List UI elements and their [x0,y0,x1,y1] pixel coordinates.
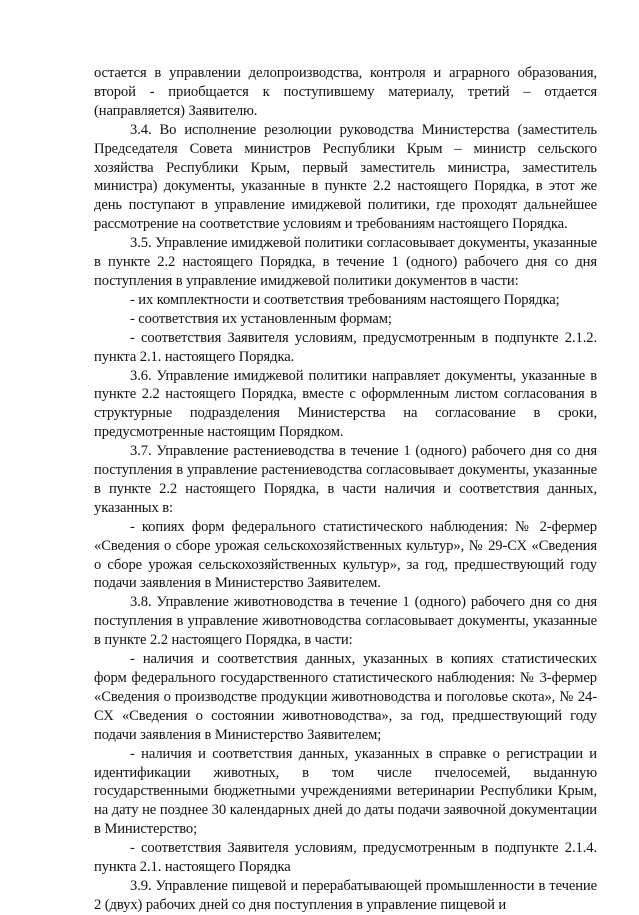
paragraph-3-5: 3.5. Управление имиджевой политики согласовывает документы, указанные в пункте 2.2 настоящего Порядка, в течение 1 (одного) рабочего дня со дня поступления в управление имиджевой политики документов в части: [94,235,597,289]
paragraph-3-6: 3.6. Управление имиджевой политики направляет документы, указанные в пункте 2.2 настоящего Порядка, вместе с оформленным листом согласования в структурные подразделения Министерства на согласование в сроки, предусмотренные настоящим Порядком. [94,367,597,441]
paragraph-3-8: 3.8. Управление животноводства в течение 1 (одного) рабочего дня со дня поступления в управление животноводства согласовывает документы, указанные в пункте 2.2 настоящего Порядка, в части: [94,594,597,649]
list-item: - копиях форм федерального статистического наблюдения: № 2-фермер «Сведения о сборе урожая сельскохозяйственных культур», № 29-СХ «Сведения о сборе урожая сельскохозяйственных культур», за год, предшествующий году подачи заявления в Министерство Заявителем. [94,518,597,592]
paragraph-3-7: 3.7. Управление растениеводства в течение 1 (одного) рабочего дня со дня поступления в управление растениеводства согласовывает документы, указанные в пункте 2.2 настоящего Порядка, в части наличия и соответствия данных, указанных в: [94,443,597,516]
paragraph-3-9: 3.9. Управление пищевой и перерабатывающей промышленности в течение 2 (двух) рабочих дней со дня поступления в управление пищевой и [94,877,597,913]
list-item: - наличия и соответствия данных, указанных в копиях статистических форм федерального государственного статистического наблюдения: № 3-фермер «Сведения о производстве продукции животноводства и поголовье скота», № 24-СХ «Сведения о состоянии животноводства», за год, предшествующий году подачи заявления в Министерство Заявителем; [94,651,597,743]
list-item: - соответствия Заявителя условиям, предусмотренным в подпункте 2.1.4. пункта 2.1. настоящего Порядка [94,840,597,876]
list-item: - соответствия Заявителя условиям, предусмотренным в подпункте 2.1.2. пункта 2.1. настоящего Порядка. [94,329,597,365]
list-item: - наличия и соответствия данных, указанных в справке о регистрации и идентификации животных, в том числе пчелосемей, выданную государственными бюджетными учреждениями ветеринарии Республики Крым, на дату не позднее 30 календарных дней до даты подачи заявочной документации в Министерство; [94,745,597,838]
list-item: - соответствия их установленным формам; [130,310,392,327]
paragraph-continuation: остается в управлении делопроизводства, контроля и аграрного образования, второй - приобщается к поступившему материалу, третий – отдается (направляется) Заявителю. [94,65,597,119]
paragraph-3-4: 3.4. Во исполнение резолюции руководства Министерства (заместитель Председателя Совета министров Республики Крым – министр сельского хозяйства Республики Крым, первый заместитель министра, заместитель министра) документы, указанные в пункте 2.2 настоящего Порядка, в этот же день поступают в управление имиджевой политики, где проходят дальнейшее рассмотрение на соответствие условиям и требованиям настоящего Порядка. [94,121,597,233]
list-item: - их комплектности и соответствия требованиям настоящего Порядка; [130,291,560,308]
